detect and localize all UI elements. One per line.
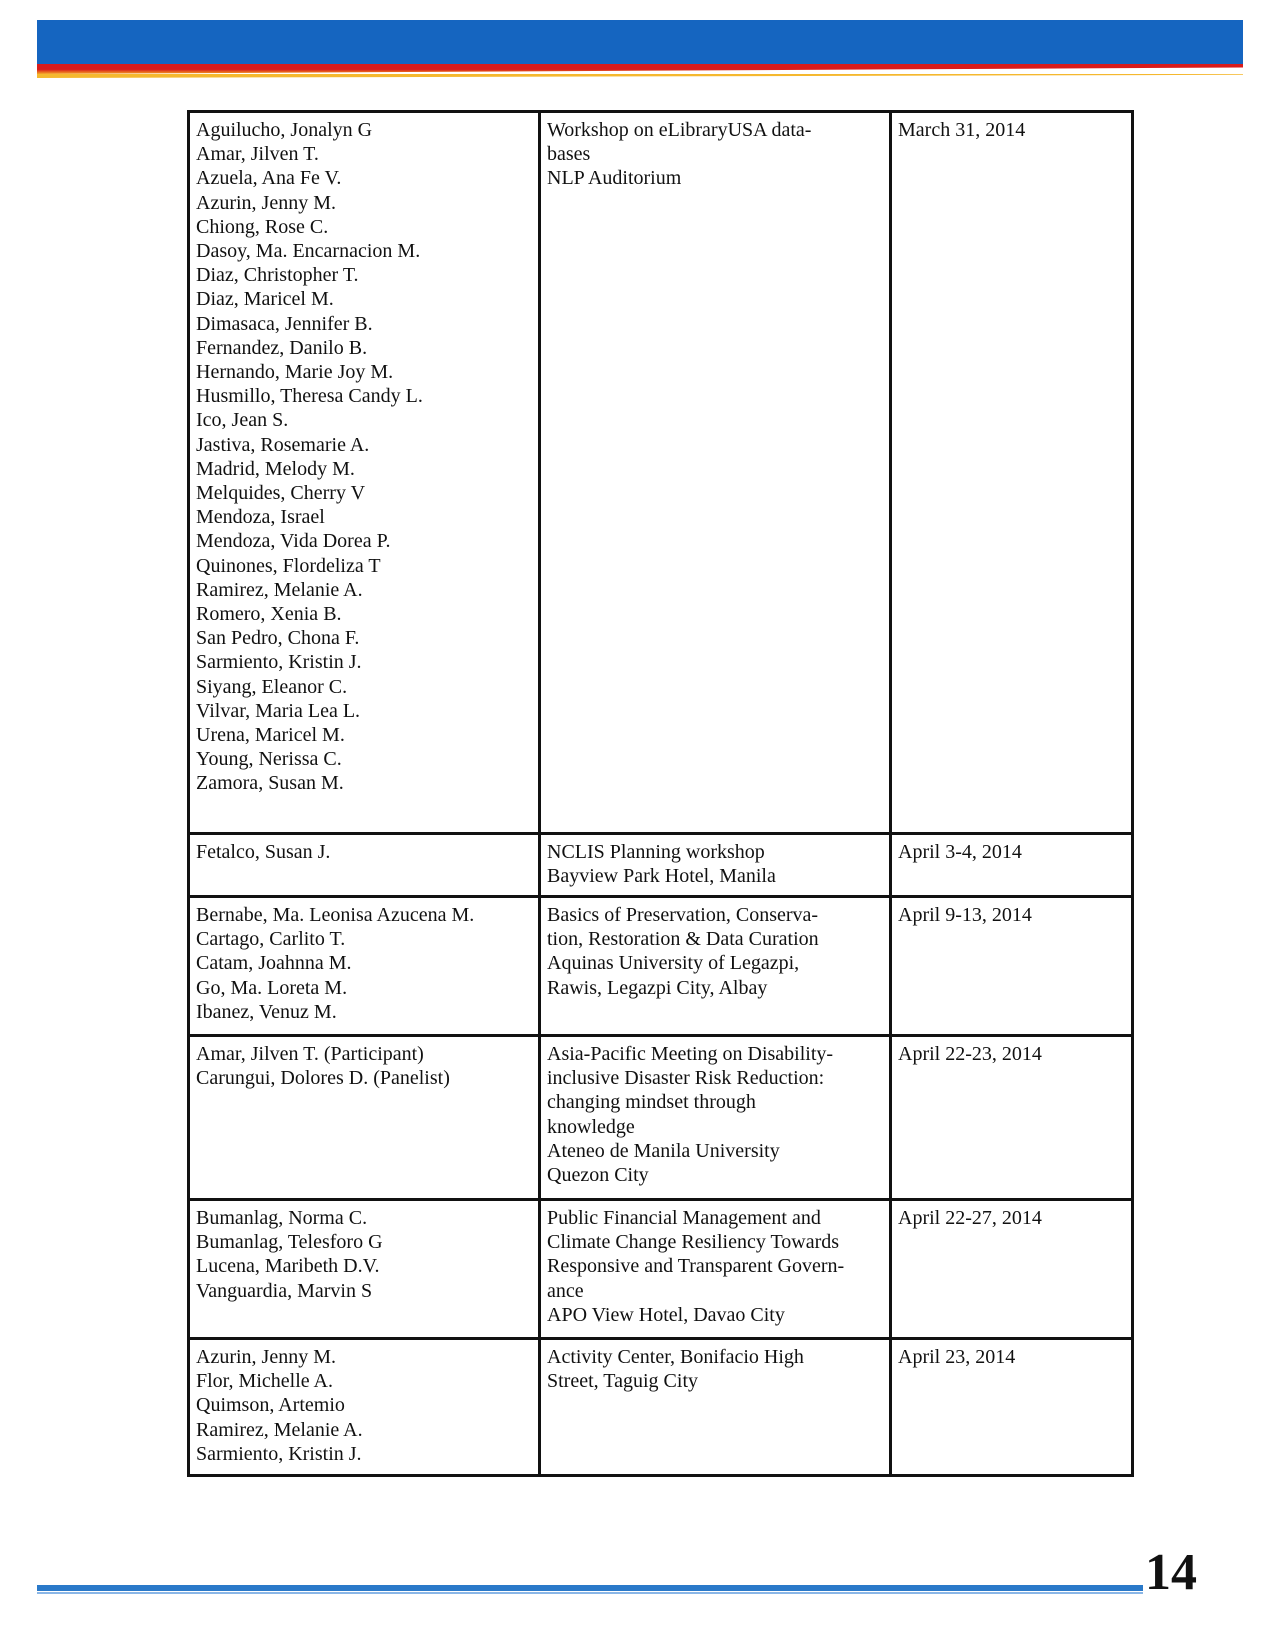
activity-line: Ateneo de Manila University (547, 1139, 780, 1162)
participant-name: Melquides, Cherry V (196, 482, 366, 505)
activity-line: Climate Change Resiliency Towards (547, 1231, 840, 1254)
activity-cell (540, 112, 891, 834)
participant-name: Diaz, Maricel M. (196, 288, 334, 311)
activity-date: April 23, 2014 (898, 1346, 1016, 1368)
participant-name: Zamora, Susan M. (196, 772, 344, 795)
footer-line (37, 1585, 1143, 1591)
activity-date: April 22-27, 2014 (898, 1207, 1042, 1229)
activity-line: Street, Taguig City (547, 1370, 698, 1393)
header-yellow-stripe (37, 74, 1243, 78)
participant-name: Azurin, Jenny M. (196, 191, 336, 214)
date-cell (891, 1339, 1133, 1476)
participant-name: Flor, Michelle A. (196, 1370, 333, 1393)
participant-name: Bernabe, Ma. Leonisa Azucena M. (196, 904, 475, 926)
header-blue-band (37, 20, 1243, 66)
activity-line: tion, Restoration & Data Curation (547, 928, 819, 951)
names-cell (189, 897, 540, 1036)
table-row (189, 897, 1133, 1036)
participant-name: Azurin, Jenny M. (196, 1346, 336, 1368)
participant-name: San Pedro, Chona F. (196, 627, 360, 650)
header-red-stripe (37, 64, 1243, 74)
activity-date: April 3-4, 2014 (898, 841, 1022, 863)
participant-name: Amar, Jilven T. (Participant) (196, 1043, 424, 1065)
participant-name: Young, Nerissa C. (196, 748, 342, 771)
participant-name: Quinones, Flordeliza T (196, 554, 381, 577)
activity-line: Public Financial Management and (547, 1207, 821, 1229)
activity-line: APO View Hotel, Davao City (547, 1303, 785, 1326)
names-cell (189, 112, 540, 834)
participant-name: Fernandez, Danilo B. (196, 336, 368, 359)
participant-name: Husmillo, Theresa Candy L. (196, 385, 423, 408)
participant-name: Madrid, Melody M. (196, 457, 355, 480)
names-cell (189, 1200, 540, 1339)
participant-name: Jastiva, Rosemarie A. (196, 433, 370, 456)
activity-line: Aquinas University of Legazpi, (547, 952, 800, 975)
participant-name: Ibanez, Venuz M. (196, 1000, 337, 1023)
activity-line: Activity Center, Bonifacio High (547, 1346, 804, 1368)
participant-name: Sarmiento, Kristin J. (196, 1442, 362, 1465)
participant-name: Diaz, Christopher T. (196, 264, 359, 287)
participant-name: Dasoy, Ma. Encarnacion M. (196, 240, 421, 263)
participant-name: Hernando, Marie Joy M. (196, 361, 394, 384)
participant-name: Ramirez, Melanie A. (196, 578, 363, 601)
participant-name: Urena, Maricel M. (196, 724, 345, 747)
activity-line: Quezon City (547, 1164, 649, 1187)
names-cell (189, 1339, 540, 1476)
participant-name: Siyang, Eleanor C. (196, 675, 348, 698)
participant-name: Romero, Xenia B. (196, 603, 342, 626)
participant-name: Carungui, Dolores D. (Panelist) (196, 1067, 450, 1090)
participant-name: Dimasaca, Jennifer B. (196, 312, 373, 335)
participant-name: Catam, Joahnna M. (196, 952, 352, 975)
activity-line: Rawis, Legazpi City, Albay (547, 976, 768, 999)
activity-cell (540, 834, 891, 897)
activity-date: April 22-23, 2014 (898, 1043, 1042, 1065)
activity-cell (540, 1339, 891, 1476)
activity-line: changing mindset through (547, 1091, 756, 1114)
participant-name: Bumanlag, Telesforo G (196, 1231, 383, 1254)
activity-line: Bayview Park Hotel, Manila (547, 865, 776, 888)
date-cell (891, 1036, 1133, 1200)
participant-name: Amar, Jilven T. (196, 143, 319, 166)
participant-name: Mendoza, Vida Dorea P. (196, 530, 391, 553)
date-cell (891, 112, 1133, 834)
activity-date: March 31, 2014 (898, 119, 1026, 141)
participant-name: Ramirez, Melanie A. (196, 1418, 363, 1441)
activity-line: Basics of Preservation, Conserva- (547, 904, 819, 926)
page-number: 14 (1145, 1544, 1197, 1601)
participant-name: Bumanlag, Norma C. (196, 1207, 368, 1229)
participant-name: Go, Ma. Loreta M. (196, 976, 348, 999)
participant-name: Chiong, Rose C. (196, 215, 329, 238)
date-cell (891, 1200, 1133, 1339)
activity-cell (540, 1036, 891, 1200)
participant-name: Mendoza, Israel (196, 506, 325, 529)
participant-name: Azuela, Ana Fe V. (196, 167, 342, 190)
date-cell (891, 834, 1133, 897)
table-row (189, 1339, 1133, 1476)
participant-name: Vanguardia, Marvin S (196, 1279, 373, 1302)
table-row (189, 112, 1133, 834)
footer-line-accent (37, 1592, 1143, 1594)
activity-line: Responsive and Transparent Govern- (547, 1255, 845, 1278)
activity-line: Workshop on eLibraryUSA data- (547, 119, 812, 141)
participant-name: Ico, Jean S. (196, 409, 289, 432)
activity-date: April 9-13, 2014 (898, 904, 1032, 926)
activity-line: bases (547, 143, 591, 166)
names-cell (189, 1036, 540, 1200)
activity-line: NLP Auditorium (547, 167, 682, 190)
table-row (189, 834, 1133, 897)
activity-line: knowledge (547, 1115, 635, 1138)
table-row (189, 1200, 1133, 1339)
activity-line: NCLIS Planning workshop (547, 841, 765, 863)
activity-line: Asia-Pacific Meeting on Disability- (547, 1043, 834, 1065)
activity-line: ance (547, 1279, 584, 1302)
table-row (189, 1036, 1133, 1200)
participant-name: Cartago, Carlito T. (196, 928, 346, 951)
activity-cell (540, 1200, 891, 1339)
participant-name: Lucena, Maribeth D.V. (196, 1255, 380, 1278)
participant-name: Vilvar, Maria Lea L. (196, 699, 361, 722)
activity-cell (540, 897, 891, 1036)
participant-name: Sarmiento, Kristin J. (196, 651, 362, 674)
participant-name: Quimson, Artemio (196, 1394, 345, 1417)
participant-name: Fetalco, Susan J. (196, 841, 331, 863)
date-cell (891, 897, 1133, 1036)
names-cell (189, 834, 540, 897)
table-body (189, 112, 1133, 1476)
activity-line: inclusive Disaster Risk Reduction: (547, 1067, 825, 1090)
training-records-table (187, 110, 1134, 1477)
participant-name: Aguilucho, Jonalyn G (196, 119, 373, 141)
